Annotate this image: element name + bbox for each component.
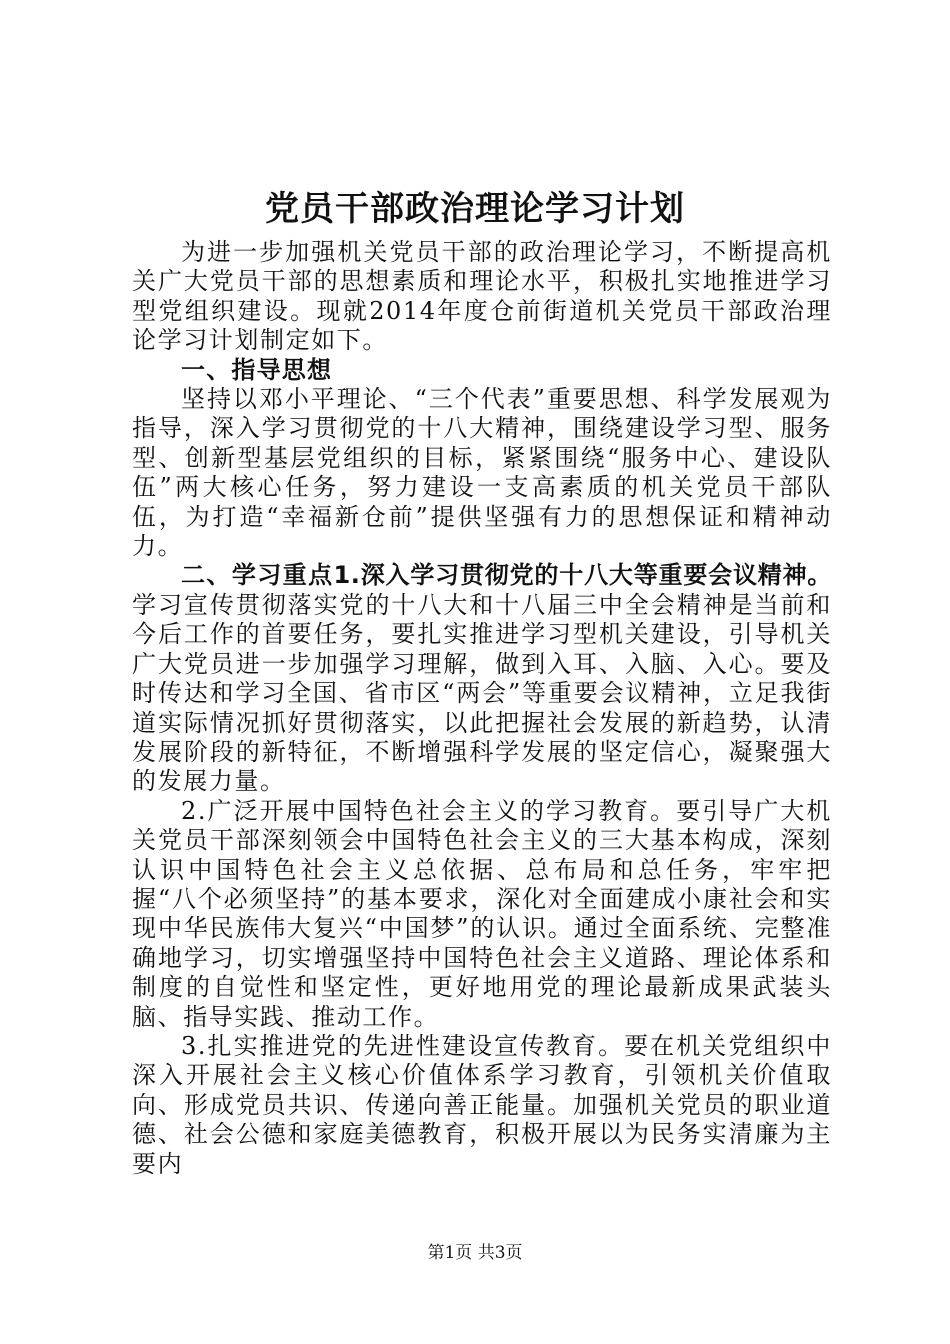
page-footer: 第1页 共3页: [427, 1243, 523, 1263]
item-1-heading: 1.深入学习贯彻党的十八大等重要会议精神。: [333, 561, 832, 590]
study-focus-paragraph: [132, 561, 832, 796]
item-2-paragraph: 2.广泛开展中国特色社会主义的学习教育。要引导广大机关党员干部深刻领会中国特色社会主义的三大基本构成，深刻认识中国特色社会主义总依据、总布局和总任务，牢牢把握“八个必须坚持”的基本要求，深化对全面建成小康社会和实现中华民族伟大复兴“中国梦”的认识。通过全面系统、完整准确地学习，切实增强坚持中国特色社会主义道路、理论体系和制度的自觉性和坚定性，更好地用党的理论最新成果武装头脑、指导实践、推动工作。: [132, 796, 832, 1031]
intro-paragraph: 为进一步加强机关党员干部的政治理论学习，不断提高机关广大党员干部的思想素质和理论水平，积极扎实地推进学习型党组织建设。现就2014年度仓前街道机关党员干部政治理论学习计划制定如下。: [132, 238, 832, 355]
guiding-ideology-paragraph: 坚持以邓小平理论、“三个代表”重要思想、科学发展观为指导，深入学习贯彻党的十八大精神，围绕建设学习型、服务型、创新型基层党组织的目标，紧紧围绕“服务中心、建设队伍”两大核心任务，努力建设一支高素质的机关党员干部队伍，为打造“幸福新仓前”提供坚强有力的思想保证和精神动力。: [132, 385, 832, 561]
item-3-paragraph: 3.扎实推进党的先进性建设宣传教育。要在机关党组织中深入开展社会主义核心价值体系学习教育，引领机关价值取向、形成党员共识、传递向善正能量。加强机关党员的职业道德、社会公德和家庭美德教育，积极开展以为民务实清廉为主要内: [132, 1031, 832, 1178]
document-title: 党员干部政治理论学习计划: [265, 189, 685, 229]
section-heading-guiding-ideology: 一、指导思想: [181, 355, 333, 384]
item-1-body: 学习宣传贯彻落实党的十八大和十八届三中全会精神是当前和今后工作的首要任务，要扎实推进学习型机关建设，引导机关广大党员进一步加强学习理解，做到入耳、入脑、入心。要及时传达和学习全国、省市区“两会”等重要会议精神，立足我街道实际情况抓好贯彻落实，以此把握社会发展的新趋势，认清发展阶段的新特征，不断增强科学发展的坚定信心，凝聚强大的发展力量。: [132, 590, 832, 796]
document-body: [132, 238, 832, 1179]
section-heading-study-focus: 二、学习重点: [181, 561, 334, 590]
